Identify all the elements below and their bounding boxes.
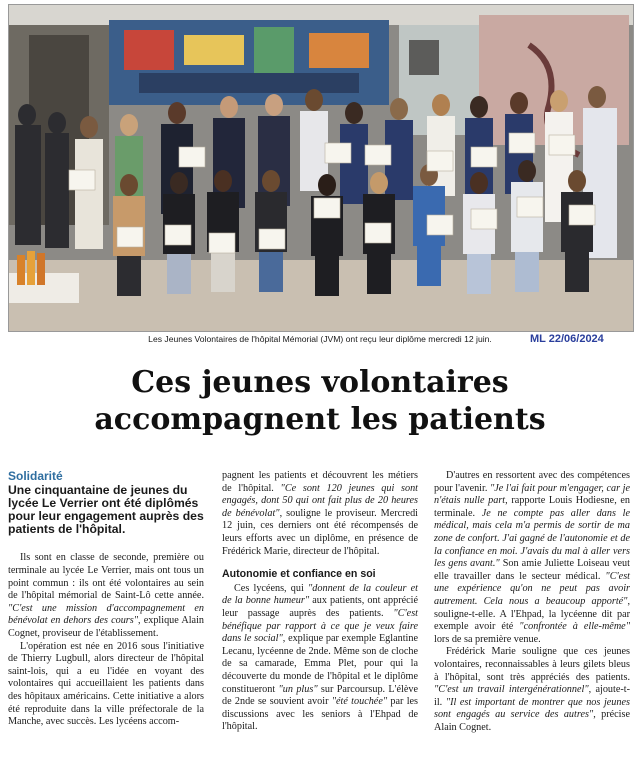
quote: "C'est une mission d'accompagnement en bénévolat en dehors des cours" <box>8 602 204 627</box>
headline-line-1: Ces jeunes volontaires <box>131 365 509 400</box>
paragraph <box>8 552 204 640</box>
text-run: , rapporte Louis Hodiesne, en terminale. <box>434 495 630 519</box>
article-chapo: Une cinquantaine de jeunes du lycée Le Verrier ont été diplômés pour leur engagement auprès des patients de l'hôpital. <box>8 482 204 537</box>
quote: "Il est important de montrer que nos jeunes sont engagés au service des autres" <box>434 696 630 721</box>
paragraph <box>222 583 418 734</box>
text-run: Frédérick Marie souligne que ces jeunes volontaires, reconnaissables à leurs gilets bleus à l'hôpital, sont très appréciés des patients. <box>434 646 630 683</box>
quote: "C'est un travail intergénérationnel" <box>434 684 589 696</box>
group-photo-illustration <box>9 5 633 331</box>
quote: "C'est une expérience qu'on ne peut pas avoir autrement. Cela nous a beaucoup apporté" <box>434 570 630 607</box>
text-run: pagnent les patients et découvrent les métiers de l'hôpital. <box>222 470 418 494</box>
quote: "confrontée à elle-même" <box>519 621 630 633</box>
paragraph <box>434 646 630 734</box>
text-run: , souligne-t-elle. A l'Ehpad, la lycéenne dit par exemple avoir été <box>434 595 630 633</box>
quote: "Ce sont 120 jeunes qui sont engagés, dont 50 qui ont fait plus de 20 heures de bénévolat" <box>222 482 418 519</box>
quote: "C'est bénéfique par rapport à ce que je veux faire dans le social" <box>222 607 418 645</box>
text-run: , explique Alain Cognet, proviseur de l'établissement. <box>8 615 204 639</box>
paragraph: L'opération est née en 2016 sous l'initiative de Thierry Lugbull, alors directeur de l'hôpital saint-lois, qui a eu l'idée en voyant des volontaires qui accueillaient les patients dans des hôpitaux américains. Cette initiative a alors été reproduite dans la ville préfectorale de la Manche, avec succès. Les lycéens accom- <box>8 640 204 728</box>
text-run: lors de sa première venue. <box>434 633 541 645</box>
article-kicker: Solidarité <box>8 469 63 483</box>
text-run: Ces lycéens, qui <box>234 582 309 594</box>
text-run: , souligne le proviseur. Mercredi 12 juin, ces derniers ont été récompensés de leurs efforts avec un diplôme, en présence de Frédérick Marie, directeur de l'hôpital. <box>222 507 419 557</box>
text-run: , précise Alain Cognet. <box>434 709 630 733</box>
quote: "été touchée" <box>331 696 388 708</box>
text-run: Son amie Juliette Loiseau veut elle travailler dans le secteur médical. <box>434 558 630 582</box>
text-run: Ils sont en classe de seconde, première ou terminale au lycée Le Verrier, mais ont tous un point commun : ils ont été volontaires au sein de l'hôpital mémorial de Saint-Lô cette année. <box>8 552 204 602</box>
paragraph <box>434 470 630 646</box>
text-run: aux patients, ont apprécié leur passage auprès des patients. <box>222 595 418 619</box>
quote: "donnent de la couleur et de la bonne humeur" <box>222 582 418 607</box>
section-subhead: Autonomie et confiance en soi <box>222 568 376 581</box>
article-column-3 <box>434 470 630 734</box>
quote: "un plus" <box>278 683 318 695</box>
publication-date-stamp: ML 22/06/2024 <box>530 333 604 345</box>
text-run: D'autres en ressortent avec des compétences pour l'avenir. <box>434 470 630 494</box>
article-headline <box>0 364 640 438</box>
text-run: , ajoute-t-il. <box>434 684 630 708</box>
text-run: , explique par exemple Eglantine Lecanu, lycéenne de 2nde. Même son de cloche de sa camarade, Emma Plet, pour qui la découverte du monde de l'hôpital et le diplôme constitueront <box>222 633 418 695</box>
text-run: par les discussions avec les seniors à l'Ehpad de l'hôpital. <box>222 696 419 733</box>
article-column-1 <box>8 470 204 729</box>
article-column-2 <box>222 470 418 734</box>
photo-caption: Les Jeunes Volontaires de l'hôpital Mémorial (JVM) ont reçu leur diplôme mercredi 12 juin. <box>148 334 492 344</box>
quote: Je ne compte pas aller dans le médical, mais cela m'a permis de sortir de ma zone de confort. J'ai gagné de l'autonomie et de la confiance en moi. J'avais du mal à aller vers les gens avant." <box>434 507 630 570</box>
paragraph <box>222 470 418 558</box>
quote: "Je l'ai fait pour m'engager, car je n'étais nulle part <box>434 482 630 507</box>
text-run: sur Parcoursup. L'élève de 2nde se souvient avoir <box>222 683 418 708</box>
article-photo <box>8 4 634 332</box>
headline-line-2: accompagnent les patients <box>94 402 546 437</box>
